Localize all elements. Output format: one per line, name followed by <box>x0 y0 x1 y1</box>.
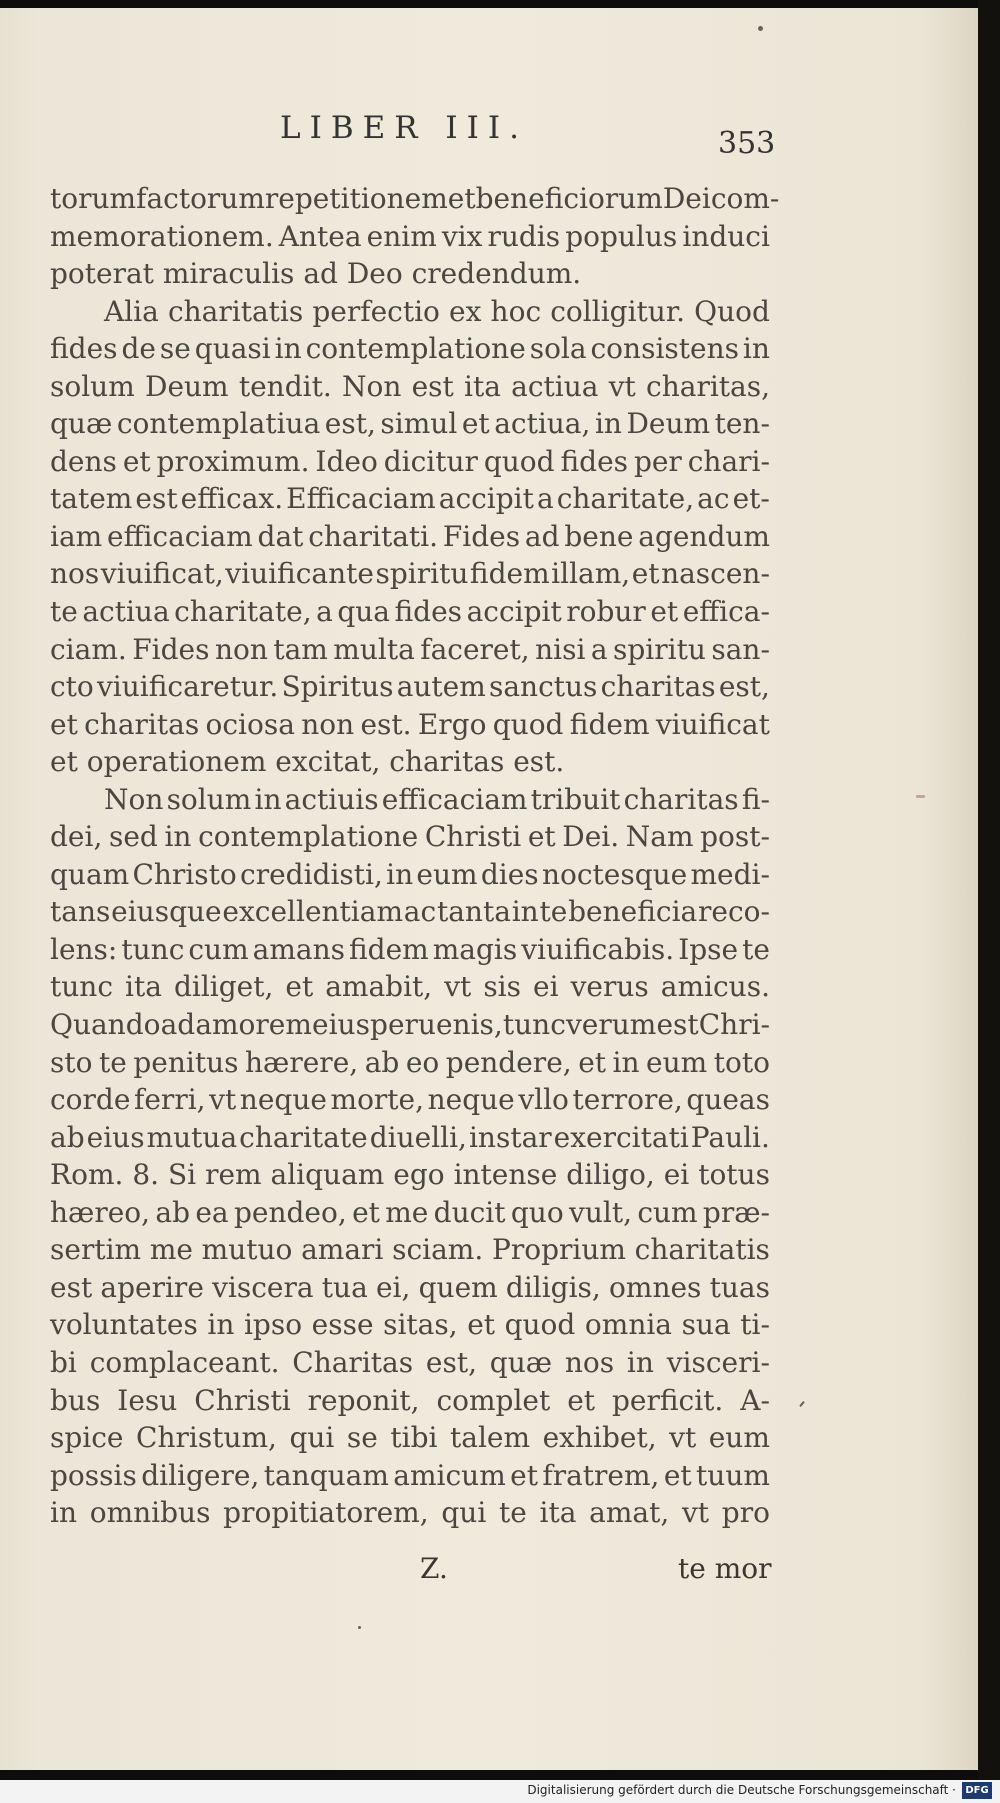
text-line: torum factorum repetitionem et beneficiorum Dei com- <box>50 182 780 215</box>
text-line: ab eius mutua charitate diuelli, instar exercitati Pauli. <box>50 1120 770 1154</box>
dfg-logo: DFG <box>962 1782 992 1799</box>
text-line: poterat miraculis ad Deo credendum. <box>50 257 582 291</box>
running-title: LIBER III. <box>280 110 529 146</box>
scan-border <box>978 0 1000 1803</box>
signature-mark: Z. <box>420 1552 448 1585</box>
text-line: iam efficaciam dat charitati. Fides ad bene agendum <box>50 519 770 553</box>
text-line: ciam. Fides non tam multa faceret, nisi a spiritu san- <box>50 632 770 666</box>
text-line: voluntates in ipso esse sitas, et quod omnia sua ti- <box>50 1308 770 1342</box>
book-page <box>0 8 978 1770</box>
text-line: Non solum in actiuis efficaciam tribuit charitas fi- <box>104 782 770 816</box>
text-line: hæreo, ab ea pendeo, et me ducit quo vult, cum præ- <box>50 1195 770 1229</box>
text-line: tans eiusque excellentiam ac tanta in te beneficia reco- <box>50 895 770 929</box>
text-line: et charitas ociosa non est. Ergo quod fidem viuificat <box>50 707 770 741</box>
catchword: te mor <box>678 1552 772 1585</box>
text-line: in omnibus propitiatorem, qui te ita amat, vt pro <box>50 1496 770 1530</box>
text-line: cto viuificaretur. Spiritus autem sanctus charitas est, <box>50 670 770 704</box>
text-line: dens et proximum. Ideo dicitur quod fides per chari- <box>50 444 770 478</box>
text-line: lens: tunc cum amans fidem magis viuificabis. Ipse te <box>50 932 770 966</box>
text-line: bi complaceant. Charitas est, quæ nos in visceri- <box>50 1345 770 1379</box>
body-text <box>50 180 780 1532</box>
text-line: te actiua charitate, a qua fides accipit robur et effica- <box>50 595 770 629</box>
text-line: Rom. 8. Si rem aliquam ego intense diligo, ei totus <box>50 1158 770 1192</box>
text-line: et operationem excitat, charitas est. <box>50 745 565 779</box>
text-line: fides de se quasi in contemplatione sola consistens in <box>50 332 770 366</box>
text-line: quam Christo credidisti, in eum dies noctesque medi- <box>50 857 770 891</box>
text-line: spice Christum, qui se tibi talem exhibet, vt eum <box>50 1421 770 1455</box>
text-line: memorationem. Antea enim vix rudis populus induci <box>50 219 770 253</box>
text-line: Quando ad amorem eius peruenis, tunc verum est Chri- <box>50 1008 770 1042</box>
text-line: nos viuificat, viuificante spiritu fidem illam, et nascen- <box>50 557 770 591</box>
text-line: tunc ita diliget, et amabit, vt sis ei verus amicus. <box>50 970 770 1004</box>
text-line: tatem est efficax. Efficaciam accipit a charitate, ac et- <box>50 482 770 516</box>
text-line: corde ferri, vt neque morte, neque vllo terrore, queas <box>50 1083 770 1117</box>
text-line: est aperire viscera tua ei, quem diligis, omnes tuas <box>50 1270 770 1304</box>
page-number: 353 <box>718 126 776 161</box>
text-line: sertim me mutuo amari sciam. Proprium charitatis <box>50 1233 770 1267</box>
digitization-credit: Digitalisierung gefördert durch die Deutsche Forschungsgemeinschaft · <box>527 1783 956 1797</box>
text-line: dei, sed in contemplatione Christi et Dei. Nam post- <box>50 820 770 854</box>
text-line: sto te penitus hærere, ab eo pendere, et in eum toto <box>50 1045 770 1079</box>
text-line: solum Deum tendit. Non est ita actiua vt charitas, <box>50 369 770 403</box>
text-line: Alia charitatis perfectio ex hoc colligitur. Quod <box>104 294 770 328</box>
text-line: possis diligere, tanquam amicum et fratrem, et tuum <box>50 1458 770 1492</box>
text-line: quæ contemplatiua est, simul et actiua, in Deum ten- <box>50 407 770 441</box>
text-line: bus Iesu Christi reponit, complet et perficit. A- <box>50 1383 770 1417</box>
